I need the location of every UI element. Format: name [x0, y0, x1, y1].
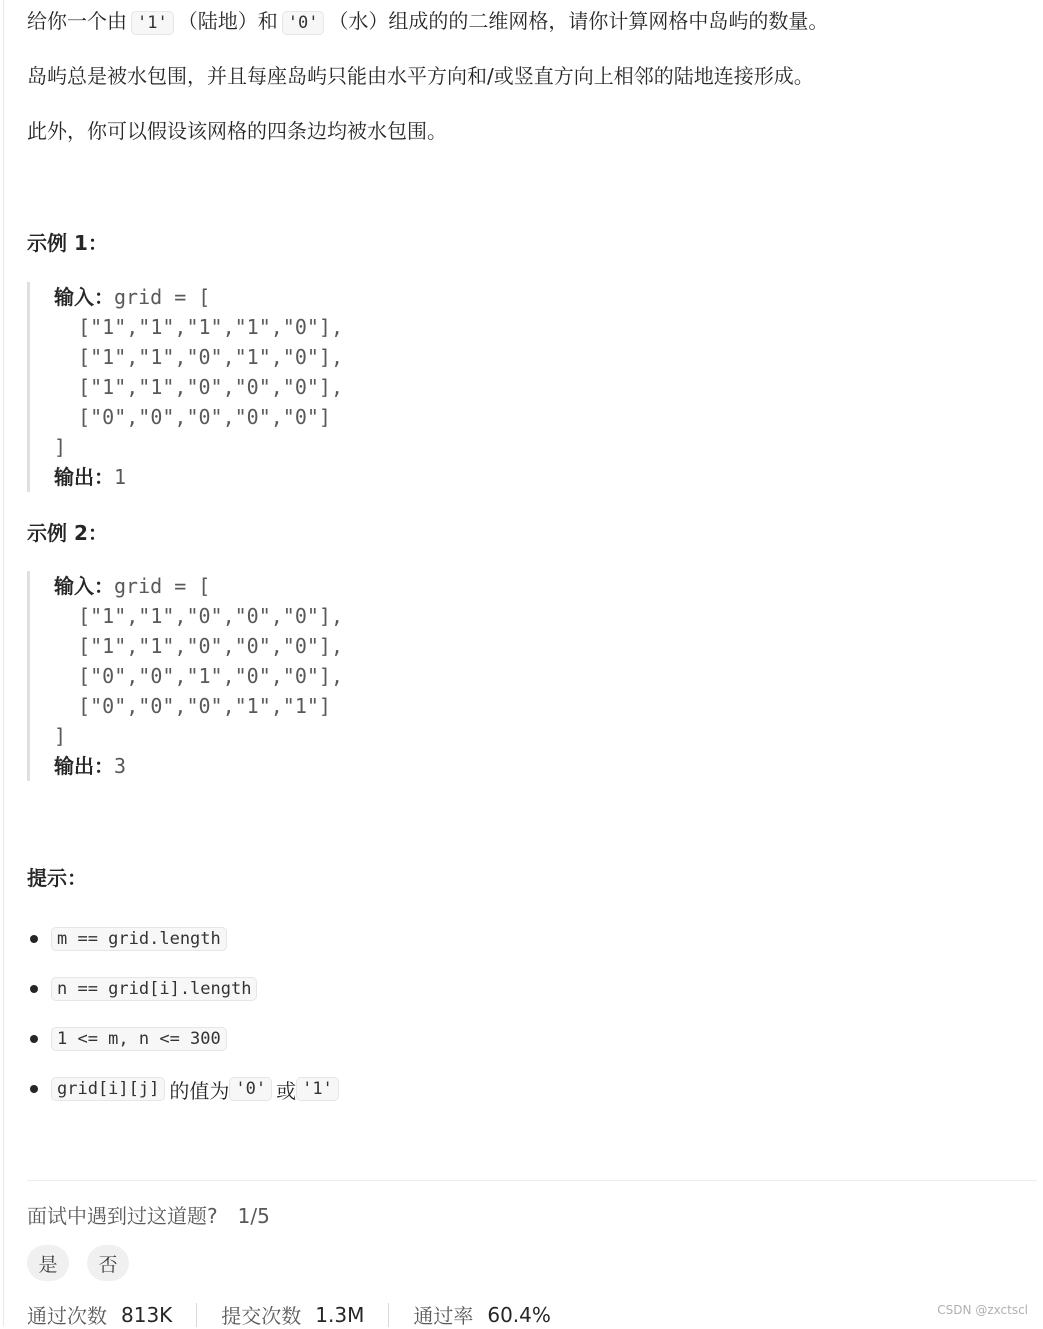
example-1-output-line	[54, 462, 554, 492]
stat-divider	[388, 1303, 389, 1327]
watermark: CSDN @zxctscl	[937, 1303, 1028, 1317]
code-water: '0'	[282, 11, 325, 35]
submission-stats	[27, 1300, 551, 1329]
grid-row: ["1","1","0","0","0"],	[54, 375, 343, 399]
grid-row: ["0","0","1","0","0"],	[54, 664, 343, 688]
hint-text: 或	[276, 1078, 297, 1103]
input-label: 输入：	[54, 285, 114, 309]
grid-row: ["0","0","0","1","1"]	[54, 694, 331, 718]
example-1-input-line	[54, 282, 554, 312]
description-paragraph-3: 此外，你可以假设该网格的四条边均被水包围。	[27, 119, 447, 143]
input-label: 输入：	[54, 574, 114, 598]
p1-text-start: 给你一个由	[27, 9, 127, 33]
hints-title: 提示：	[27, 866, 87, 890]
grid-close: ]	[54, 724, 67, 748]
hint-item	[27, 1014, 343, 1064]
grid-row: ["1","1","0","1","0"],	[54, 345, 343, 369]
grid-row: ["1","1","0","0","0"],	[54, 634, 343, 658]
accepted-value: 813K	[121, 1302, 173, 1327]
grid-row: ["1","1","1","1","0"],	[54, 315, 343, 339]
hint-code: 1 <= m, n <= 300	[51, 1027, 227, 1051]
no-button[interactable]: 否	[87, 1245, 129, 1281]
description-paragraph-1	[27, 7, 828, 37]
input-head: grid = [	[114, 574, 211, 598]
left-border	[3, 0, 4, 1326]
code-land: '1'	[131, 11, 174, 35]
output-label: 输出：	[54, 754, 114, 778]
example-1-title: 示例 1：	[27, 231, 108, 255]
yes-button[interactable]: 是	[27, 1245, 69, 1281]
example-2-output-line	[54, 751, 554, 781]
output-value: 3	[114, 754, 127, 778]
bullet-icon	[30, 985, 38, 993]
hint-code: m == grid.length	[51, 927, 227, 951]
hint-item	[27, 964, 343, 1014]
stat-divider	[196, 1303, 197, 1327]
example-2-title: 示例 2：	[27, 521, 108, 545]
input-head: grid = [	[114, 285, 211, 309]
hint-code: n == grid[i].length	[51, 977, 257, 1001]
bullet-icon	[30, 935, 38, 943]
submissions-value: 1.3M	[315, 1302, 365, 1327]
hint-item	[27, 1064, 343, 1114]
bullet-icon	[30, 1035, 38, 1043]
hints-list	[27, 914, 343, 1114]
p1-text-mid: （陆地）和	[177, 9, 278, 33]
hint-code: '1'	[296, 1077, 339, 1101]
output-label: 输出：	[54, 465, 114, 489]
bullet-icon	[30, 1085, 38, 1093]
section-divider	[27, 1180, 1037, 1181]
grid-row: ["0","0","0","0","0"]	[54, 405, 331, 429]
interview-question	[27, 1202, 270, 1230]
hint-text: 的值为	[169, 1078, 230, 1103]
grid-row: ["1","1","0","0","0"],	[54, 604, 343, 628]
interview-question-text: 面试中遇到过这道题?	[27, 1204, 218, 1228]
output-value: 1	[114, 465, 127, 489]
description-paragraph-2: 岛屿总是被水包围，并且每座岛屿只能由水平方向和/或竖直方向上相邻的陆地连接形成。	[27, 64, 814, 88]
acceptance-rate-label: 通过率	[413, 1304, 474, 1328]
grid-close: ]	[54, 435, 67, 459]
submissions-label: 提交次数	[221, 1304, 302, 1328]
example-1-block	[27, 282, 554, 492]
example-2-input-line	[54, 571, 554, 601]
example-2-block	[27, 571, 554, 781]
hint-code: grid[i][j]	[51, 1077, 165, 1101]
hint-item	[27, 914, 343, 964]
p1-text-end: （水）组成的的二维网格，请你计算网格中岛屿的数量。	[328, 9, 829, 33]
interview-count: 1/5	[237, 1204, 270, 1228]
hint-code: '0'	[229, 1077, 272, 1101]
accepted-label: 通过次数	[27, 1304, 107, 1328]
acceptance-rate-value: 60.4%	[487, 1302, 551, 1327]
